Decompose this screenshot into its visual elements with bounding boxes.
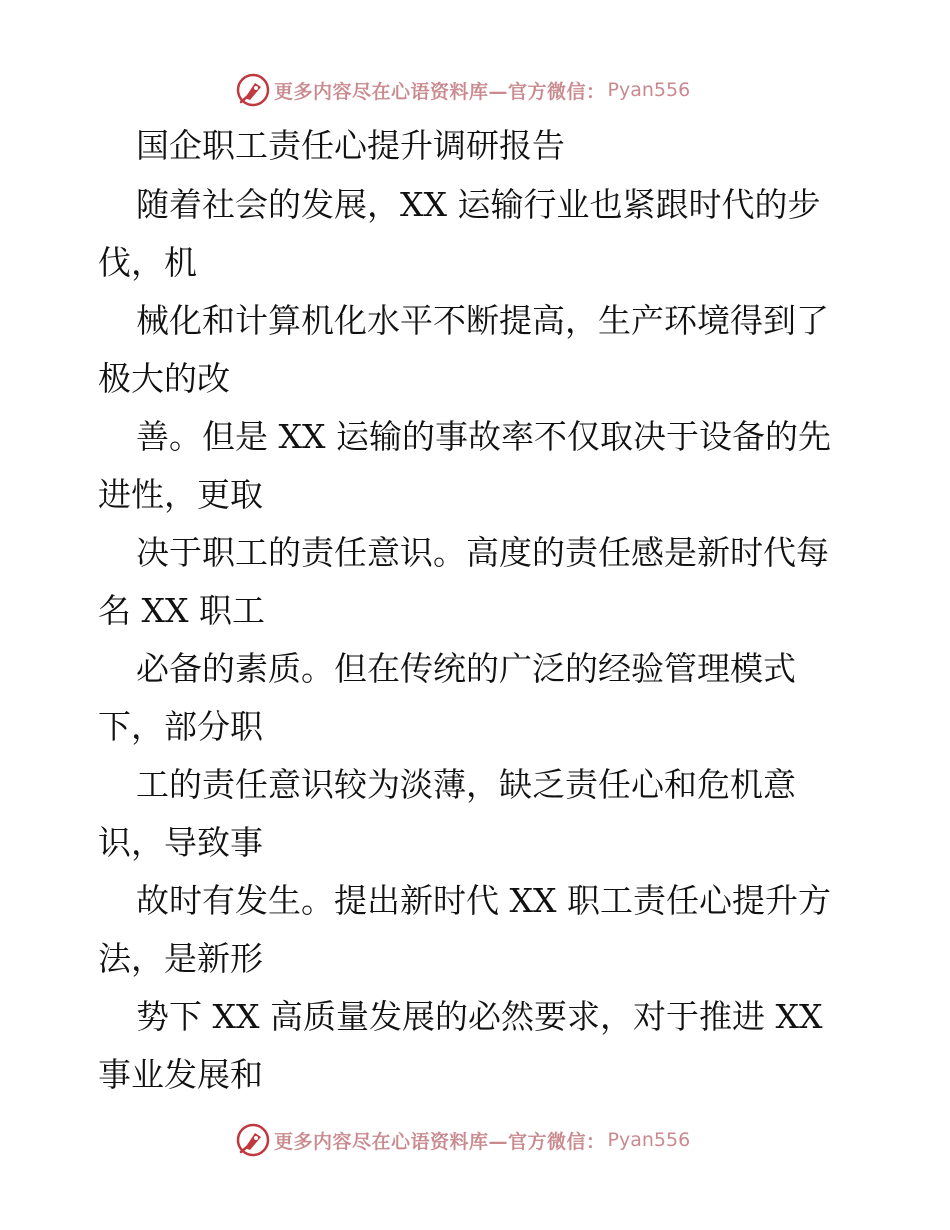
watermark-banner-top — [236, 72, 690, 108]
watermark-text: 更多内容尽在心语资料库—官方微信： — [274, 80, 606, 103]
watermark-banner-bottom — [236, 1122, 690, 1158]
watermark-wechat-id: Pyan556 — [607, 79, 691, 101]
body-line: 法，是新形 — [98, 939, 263, 978]
body-line: 下，部分职 — [98, 707, 263, 746]
body-line: 进性，更取 — [98, 475, 263, 514]
body-line: 工的责任意识较为淡薄，缺乏责任心和危机意 — [136, 765, 796, 804]
watermark-text: 更多内容尽在心语资料库—官方微信： — [274, 1130, 606, 1153]
body-line: 识，导致事 — [98, 823, 263, 862]
document-title: 国企职工责任心提升调研报告 — [136, 126, 565, 165]
body-line: 善。但是 XX 运输的事故率不仅取决于设备的先 — [136, 417, 831, 456]
body-line: 极大的改 — [98, 359, 230, 398]
pen-nib-seal-icon — [236, 73, 270, 107]
body-line: 名 XX 职工 — [98, 591, 265, 630]
body-line: 伐，机 — [98, 243, 197, 282]
body-line: 势下 XX 高质量发展的必然要求，对于推进 XX — [136, 997, 823, 1036]
body-line: 故时有发生。提出新时代 XX 职工责任心提升方 — [136, 881, 831, 920]
body-line: 械化和计算机化水平不断提高，生产环境得到了 — [136, 301, 829, 340]
watermark-wechat-id: Pyan556 — [607, 1129, 691, 1151]
body-line: 决于职工的责任意识。高度的责任感是新时代每 — [136, 533, 829, 572]
body-line: 事业发展和 — [98, 1055, 263, 1094]
pen-nib-seal-icon — [236, 1123, 270, 1157]
body-line: 必备的素质。但在传统的广泛的经验管理模式 — [136, 649, 796, 688]
body-line: 随着社会的发展，XX 运输行业也紧跟时代的步 — [136, 185, 821, 224]
